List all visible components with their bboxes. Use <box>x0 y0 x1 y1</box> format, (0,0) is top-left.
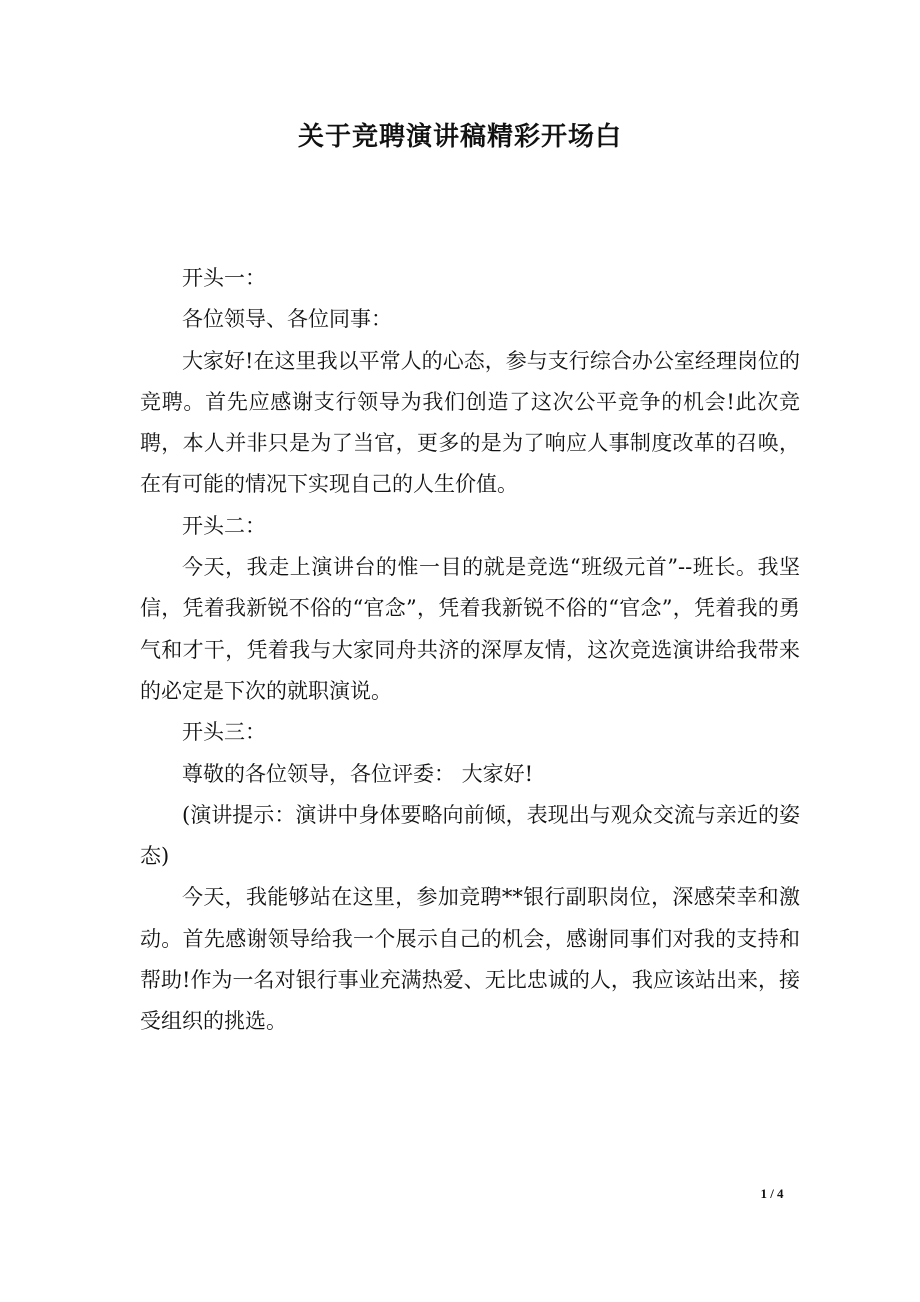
paragraph-greeting: 尊敬的各位领导，各位评委： 大家好! <box>182 761 534 786</box>
paragraph-opening-three-text: 今天，我能够站在这里，参加竞聘**银行副职岗位，深感荣幸和激动。首先感谢领导给我一个展示自己的机会，感谢同事们对我的支持和帮助!作为一名对银行事业充满热爱、无比忠诚的人，我应该站出来，接受组织的挑选。 <box>140 885 800 1034</box>
document-title: 关于竞聘演讲稿精彩开场白 <box>297 122 622 152</box>
document-body <box>140 258 800 1043</box>
paragraph-heading-three: 开头三： <box>182 720 266 745</box>
paragraph-opening-one-text: 大家好!在这里我以平常人的心态，参与支行综合办公室经理岗位的竞聘。首先应感谢支行领导为我们创造了这次公平竞争的机会!此次竞聘，本人并非只是为了当官，更多的是为了响应人事制度改革的召唤，在有可能的情况下实现自己的人生价值。 <box>140 348 800 497</box>
paragraph-speech-tip: (演讲提示：演讲中身体要略向前倾，表现出与观众交流与亲近的姿态) <box>140 802 800 869</box>
paragraph-salutation: 各位领导、各位同事： <box>182 307 392 332</box>
paragraph-heading-two: 开头二： <box>182 513 266 538</box>
paragraph-heading-one: 开头一： <box>182 266 266 290</box>
page-number: 1 / 4 <box>760 1186 784 1201</box>
paragraph-opening-two-text: 今天，我走上演讲台的惟一目的就是竞选“班级元首”--班长。我坚信，凭着我新锐不俗的“官念”，凭着我新锐不俗的“官念”，凭着我的勇气和才干，凭着我与大家同舟共济的深厚友情，这次竞选演讲给我带来的必定是下次的就职演说。 <box>140 555 800 703</box>
